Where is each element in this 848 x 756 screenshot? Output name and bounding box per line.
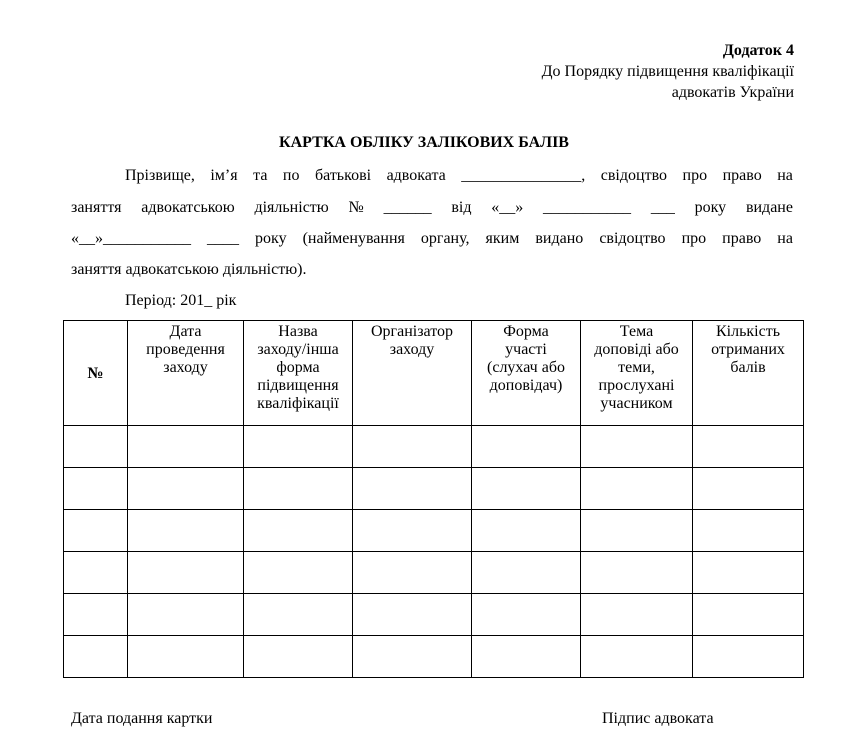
table-cell [353,552,472,594]
body-word: заняття [71,199,122,216]
column-header [128,321,244,426]
table-cell [581,594,693,636]
period-label: Період: 201_ рік [125,292,237,309]
table-cell [128,552,244,594]
column-header-line: заходу/інша [257,341,339,358]
body-word: батькові [314,167,372,184]
column-header-line: підвищення [257,377,339,394]
table-cell [693,636,804,678]
column-header-line: отриманих [711,341,785,358]
table-cell [64,636,128,678]
column-header [581,321,693,426]
header-line-2: адвокатів України [671,84,794,101]
column-header-line: заходу [389,341,435,358]
body-line-4: заняття адвокатською діяльністю). [71,261,307,278]
body-word: право [722,230,762,247]
column-header-line: Назва [278,323,318,340]
body-word: ____ [207,230,240,247]
body-word: яким [485,230,520,247]
body-word: (найменування [302,230,405,247]
table-header-row [64,321,804,426]
table-cell [64,552,128,594]
body-word: на [777,230,793,247]
body-word: органу, [420,230,470,247]
table-cell [693,426,804,468]
table-cell [64,594,128,636]
document-header [542,40,794,103]
column-header-line: теми, [618,359,655,376]
body-word: № [348,199,364,216]
body-word: адвокатською [141,199,235,216]
body-word: адвоката [386,167,446,184]
table-cell [353,636,472,678]
table-cell [693,510,804,552]
column-header-line: проведення [146,341,225,358]
table-cell [128,510,244,552]
table-cell [128,426,244,468]
table-cell [64,426,128,468]
column-header [244,321,353,426]
table-cell [472,426,581,468]
table-row [64,468,804,510]
column-header-line: доповіді або [594,341,679,358]
column-header-line: прослухані [598,377,675,394]
body-word: та [253,167,268,184]
table-row [64,510,804,552]
column-header [472,321,581,426]
column-header-line: Форма [503,323,549,340]
signature-label: Підпис адвоката [602,710,714,727]
column-header-line: Тема [619,323,654,340]
table-cell [128,636,244,678]
body-word: право [722,167,762,184]
table-cell [693,552,804,594]
body-word: по [282,167,300,184]
table-cell [581,510,693,552]
column-header-line: Дата [169,323,202,340]
table-cell [128,468,244,510]
column-header-line: заходу [163,359,208,376]
body-word: про [682,167,708,184]
table-cell [693,468,804,510]
table-cell [693,594,804,636]
column-header [693,321,804,426]
table-cell [353,510,472,552]
table-cell [244,510,353,552]
table-cell [472,510,581,552]
body-word: видане [745,199,793,216]
body-line-3 [71,230,793,248]
table-cell [353,426,472,468]
column-header-line: форма [276,359,320,376]
appendix-label: Додаток 4 [722,42,794,59]
table-cell [581,468,693,510]
body-word: року [255,230,287,247]
body-word: свідоцтво [599,230,666,247]
column-header-line: балів [730,359,766,376]
table-cell [128,594,244,636]
table-cell [472,594,581,636]
document-title: КАРТКА ОБЛІКУ ЗАЛІКОВИХ БАЛІВ [279,134,569,151]
column-header-line: кваліфікації [257,395,339,412]
table-cell [472,552,581,594]
table-cell [64,510,128,552]
table-row [64,594,804,636]
column-header-line: доповідач) [489,377,563,394]
header-line-1: До Порядку підвищення кваліфікації [541,63,794,80]
table-cell [244,426,353,468]
table-cell [244,636,353,678]
column-header-line: участі [505,341,547,358]
submission-date-label: Дата подання картки [71,710,213,727]
body-word: свідоцтво [600,167,668,184]
table-cell [581,552,693,594]
body-line-2 [71,199,793,217]
body-word: на [777,167,793,184]
body-word: від [451,199,472,216]
table-row [64,552,804,594]
body-word: про [681,230,707,247]
column-header [353,321,472,426]
column-header-line: учасником [600,395,673,412]
body-word: ___ [650,199,675,216]
table-cell [472,636,581,678]
body-word: року [694,199,727,216]
body-word: ім’я [210,167,238,184]
column-header [64,321,128,426]
body-word: ___________ [543,199,632,216]
body-word: «__» [491,199,524,216]
table-cell [244,468,353,510]
column-header-line: № [87,365,104,382]
table-cell [64,468,128,510]
body-word: видано [535,230,584,247]
column-header-line: Організатор [370,323,453,340]
table-cell [244,552,353,594]
table-cell [244,594,353,636]
table-row [64,426,804,468]
body-word: діяльністю [254,199,329,216]
column-header-line: (слухач або [487,359,565,376]
column-header-line: Кількість [715,323,780,340]
table-cell [353,468,472,510]
table-body [64,426,804,678]
body-word: _______________, [461,167,586,184]
table-cell [353,594,472,636]
credit-points-table [63,320,804,678]
table-cell [581,426,693,468]
body-word: «__»___________ [71,230,191,247]
body-line-1 [125,167,793,185]
table-row [64,636,804,678]
body-word: ______ [383,199,432,216]
table-cell [472,468,581,510]
body-word: Прізвище, [125,167,195,184]
table-cell [581,636,693,678]
